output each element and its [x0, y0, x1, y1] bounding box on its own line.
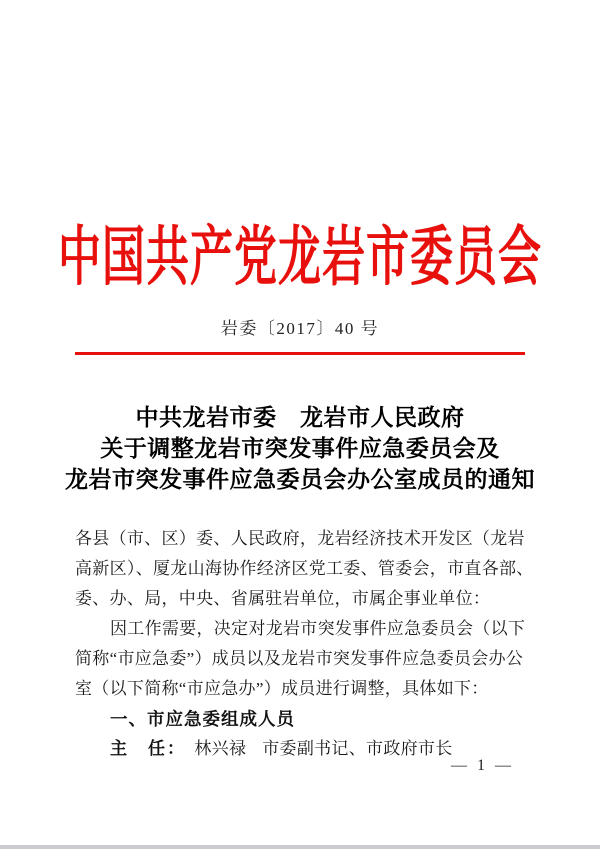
document-number: 岩委〔2017〕40 号 [220, 319, 380, 338]
recipients-line: 高新区）、厦龙山海协作经济区党工委、管委会，市直各部、 [75, 559, 534, 578]
member-position: 市委副书记、市政府市长 [262, 739, 453, 758]
section-heading: 一、市应急委组成人员 [110, 709, 295, 729]
document-body [75, 524, 534, 764]
notice-title-line-3: 龙岩市突发事件应急委员会办公室成员的通知 [65, 467, 535, 492]
member-role-colon: ： [167, 739, 185, 758]
page-bottom-edge [0, 845, 600, 849]
page-number: — 1 — [451, 757, 514, 774]
notice-title-line-2: 关于调整龙岩市突发事件应急委员会及 [100, 436, 500, 461]
notice-title [0, 402, 600, 495]
member-role-label: 主 任 [110, 739, 167, 758]
letterhead-title: 中国共产党龙岩市委员会 [58, 223, 542, 294]
notice-title-line-1: 中共龙岩市委 龙岩市人民政府 [135, 405, 465, 430]
red-separator-line [75, 352, 525, 355]
intro-line: 简称“市应急委”）成员以及龙岩市突发事件应急委员会办公 [75, 649, 524, 668]
recipients-line: 委、办、局，中央、省属驻岩单位，市属企事业单位： [75, 589, 491, 608]
intro-line: 因工作需要，决定对龙岩市突发事件应急委员会（以下 [110, 619, 526, 638]
intro-line: 室（以下简称“市应急办”）成员进行调整，具体如下： [75, 679, 489, 698]
member-name: 林兴禄 [194, 739, 247, 758]
recipients-line: 各县（市、区）委、人民政府，龙岩经济技术开发区（龙岩 [75, 529, 525, 548]
